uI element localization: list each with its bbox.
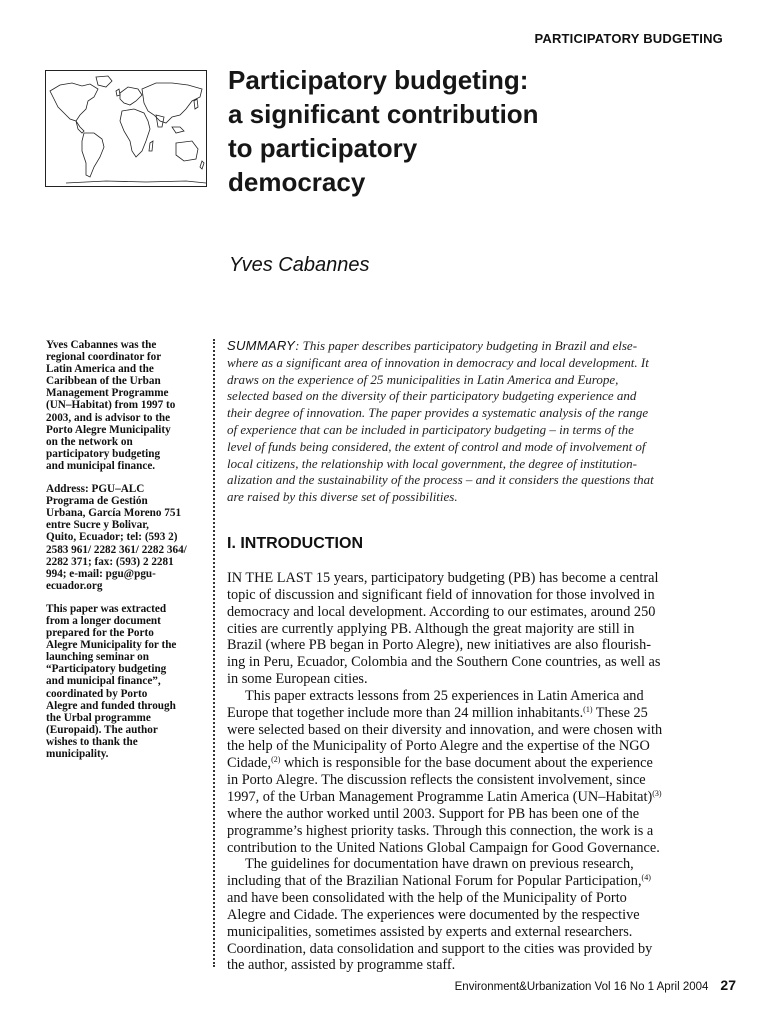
sidebar-line: (Europaid). The author (46, 723, 158, 736)
sidebar-line: 2282 371; fax: (593) 2 2281 (46, 555, 174, 568)
sidebar-line: Address: PGU–ALC (46, 483, 145, 496)
sidebar-line: Urbana, García Moreno 751 (46, 507, 182, 520)
author-name: Yves Cabannes (229, 254, 370, 276)
body-line: The guidelines for documentation have drawn on previous research, (245, 856, 634, 873)
body-line (227, 705, 711, 722)
body-line: where the author worked until 2003. Support for PB has been one of the (227, 805, 640, 822)
sidebar-line: prepared for the Porto (46, 627, 154, 640)
sidebar-notes (46, 339, 203, 771)
journal-citation: Environment&Urbanization Vol 16 No 1 April 2004 (454, 981, 709, 993)
sidebar-line: coordinated by Porto (46, 687, 148, 700)
page-footer (455, 977, 736, 993)
summary-first-text: : This paper describes participatory budgeting in Brazil and else- (295, 338, 638, 353)
body-line: Brazil (where PB began in Porto Alegre), new initiatives are also flourish- (227, 637, 652, 654)
world-map-figure (45, 70, 207, 187)
body-fragment: These 25 (592, 704, 648, 721)
body-line: Alegre and Cidade. The experiences were documented by the respective (227, 906, 640, 923)
body-line: the author, assisted by programme staff. (227, 957, 456, 974)
sidebar-line: wishes to thank the (46, 735, 138, 748)
footnote-ref: (4) (641, 873, 651, 883)
summary-line: where as a significant area of innovation in democracy and local development. It (227, 354, 649, 370)
author-address (46, 483, 203, 592)
sidebar-line: (UN–Habitat) from 1997 to (46, 399, 176, 412)
sidebar-line: Yves Cabannes was the (46, 339, 157, 351)
sidebar-line: 994; e-mail: pgu@pgu- (46, 567, 156, 580)
sidebar-line: and municipal finance. (46, 459, 156, 472)
body-line: programme’s highest priority tasks. Through this connection, the work is a (227, 822, 654, 839)
body-fragment: Cidade, (227, 755, 272, 772)
sidebar-line: Management Programme (46, 387, 169, 400)
column-divider (213, 339, 215, 967)
summary-line: level of funds being considered, the extent of control and mode of involvement of (227, 438, 646, 454)
body-line: municipalities, sometimes assisted by experts and external researchers. (227, 923, 633, 940)
body-fragment: which is responsible for the base document about the experience (280, 755, 653, 772)
sidebar-line: launching seminar on (46, 651, 149, 664)
sidebar-line: and municipal finance”, (46, 675, 161, 688)
sidebar-line: on the network on (46, 435, 133, 448)
article-title (228, 63, 668, 199)
summary-line: their degree of innovation. The paper provides a systematic analysis of the range (227, 405, 649, 421)
sidebar-line: entre Sucre y Bolivar, (46, 519, 149, 532)
body-line: in Porto Alegre. The discussion reflects the consistent involvement, since (227, 772, 646, 789)
sidebar-line: regional coordinator for (46, 351, 162, 364)
summary-line: selected based on the diversity of their participatory budgeting experience and (227, 388, 637, 404)
sidebar-line: 2583 961/ 2282 361/ 2282 364/ (46, 543, 187, 556)
body-line: democracy and local development. According to our estimates, around 250 (227, 603, 656, 620)
body-line (227, 789, 711, 806)
title-line: to participatory (228, 133, 418, 163)
body-line: cities are currently applying PB. Although the great majority are still in (227, 620, 635, 637)
sidebar-line: 2003, and is advisor to the (46, 411, 171, 424)
summary-label: SUMMARY (227, 338, 296, 353)
sidebar-line: from a longer document (46, 614, 161, 627)
sidebar-line: Porto Alegre Municipality (46, 423, 171, 436)
title-line: Participatory budgeting: (228, 65, 529, 95)
body-fragment: including that of the Brazilian National Forum for Popular Participation, (227, 873, 642, 890)
running-head: PARTICIPATORY BUDGETING (534, 31, 723, 46)
world-map-icon (46, 71, 207, 187)
title-line: a significant contribution (228, 99, 539, 129)
body-line: ing in Peru, Ecuador, Colombia and the Southern Cone countries, as well as (227, 654, 661, 671)
body-line (227, 755, 711, 772)
title-line: democracy (228, 167, 366, 197)
paper-note (46, 603, 203, 760)
summary-line: alization and the sustainability of the process – and it considers the questions that (227, 472, 654, 488)
sidebar-line: Latin America and the (46, 363, 154, 376)
summary-line: draws on the experience of 25 municipalities in Latin America and Europe, (227, 371, 619, 387)
body-fragment: 1997, of the Urban Management Programme Latin America (UN–Habitat) (227, 788, 653, 805)
sidebar-line: participatory budgeting (46, 447, 161, 460)
sidebar-line: Alegre and funded through (46, 699, 176, 712)
footnote-ref: (1) (583, 704, 593, 714)
footnote-ref: (3) (652, 788, 662, 798)
body-line: Coordination, data consolidation and support to the cities was provided by (227, 940, 653, 957)
sidebar-line: Alegre Municipality for the (46, 639, 177, 652)
sidebar-line: municipality. (46, 748, 109, 760)
sidebar-line: “Participatory budgeting (46, 663, 167, 676)
summary-line: local citizens, the relationship with local government, the degree of institution- (227, 455, 637, 471)
body-line: This paper extracts lessons from 25 experiences in Latin America and (245, 687, 644, 704)
body-line: the help of the Municipality of Porto Alegre and the expertise of the NGO (227, 738, 650, 755)
sidebar-line: ecuador.org (46, 579, 103, 592)
body-line (227, 873, 711, 890)
body-text (227, 570, 711, 974)
summary-abstract (227, 338, 711, 506)
body-line: and have been consolidated with the help of the Municipality of Porto (227, 890, 627, 907)
sidebar-line: the Urbal programme (46, 711, 151, 724)
body-line: in some European cities. (227, 671, 368, 688)
summary-line (227, 338, 711, 355)
author-bio (46, 339, 203, 472)
body-line: contribution to the United Nations Global Campaign for Good Governance. (227, 839, 660, 856)
section-heading: I. INTRODUCTION (227, 535, 363, 552)
body-line: IN THE LAST 15 years, participatory budgeting (PB) has become a central (227, 570, 659, 586)
summary-line: are raised by this diverse set of possibilities. (227, 489, 458, 505)
body-line: topic of discussion and significant field of innovation for those involved in (227, 586, 655, 603)
page-number: 27 (720, 977, 736, 993)
body-line: were selected based on their diversity and innovation, and were chosen with (227, 721, 663, 738)
footnote-ref: (2) (271, 755, 281, 765)
sidebar-line: Caribbean of the Urban (46, 375, 161, 388)
sidebar-line: Quito, Ecuador; tel: (593 2) (46, 531, 178, 544)
body-fragment: Europe that together include more than 24 million inhabitants. (227, 704, 584, 721)
sidebar-line: Programa de Gestión (46, 495, 148, 508)
sidebar-line: This paper was extracted (46, 602, 167, 615)
summary-line: of experience that can be included in participatory budgeting – in terms of the (227, 421, 634, 437)
